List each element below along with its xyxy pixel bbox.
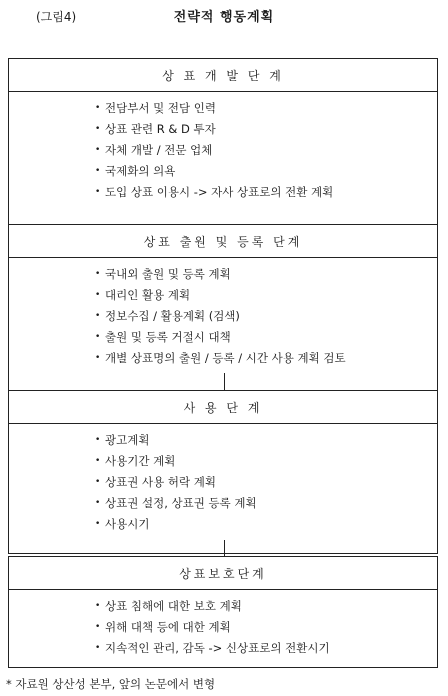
list-item: • 사용기간 계획 xyxy=(95,451,437,472)
list-item: • 정보수집 / 활용계획 (검색) xyxy=(95,306,437,327)
stage-protection xyxy=(8,556,438,668)
list-item: • 상표권 사용 허락 계획 xyxy=(95,472,437,493)
stage-items xyxy=(9,424,437,541)
stage-header: 상표보호단계 xyxy=(9,557,437,590)
list-item: • 국제화의 의욕 xyxy=(95,161,437,182)
list-item: • 대리인 활용 계획 xyxy=(95,285,437,306)
list-item: • 도입 상표 이용시 -> 자사 상표로의 전환 계획 xyxy=(95,182,437,203)
list-item: • 지속적인 관리, 감독 -> 신상표로의 전환시기 xyxy=(95,638,437,659)
diagram-title: 전략적 행동계획 xyxy=(173,10,275,25)
source-footnote: * 자료원 상산성 본부, 앞의 논문에서 변형 xyxy=(6,677,216,691)
stage-header: 상표 출원 및 등록 단계 xyxy=(9,225,437,258)
stage-items xyxy=(9,590,437,665)
stage-items xyxy=(9,92,437,209)
list-item: • 상표권 설정, 상표권 등록 계획 xyxy=(95,493,437,514)
list-item: • 광고계획 xyxy=(95,430,437,451)
list-item: • 사용시기 xyxy=(95,514,437,535)
list-item: • 국내외 출원 및 등록 계획 xyxy=(95,264,437,285)
figure-label: (그림4) xyxy=(36,10,77,24)
list-item: • 상표 관련 R & D 투자 xyxy=(95,119,437,140)
list-item: • 전담부서 및 전담 인력 xyxy=(95,98,437,119)
list-item: • 자체 개발 / 전문 업체 xyxy=(95,140,437,161)
stage-usage xyxy=(8,390,438,554)
connector-line xyxy=(224,373,225,391)
list-item: • 상표 침해에 대한 보호 계획 xyxy=(95,596,437,617)
list-item: • 개별 상표명의 출원 / 등록 / 시간 사용 계획 검토 xyxy=(95,348,437,369)
stage-development xyxy=(8,58,438,230)
list-item: • 위해 대책 등에 대한 계획 xyxy=(95,617,437,638)
stage-header: 상 표 개 발 단 계 xyxy=(9,59,437,92)
stage-header: 사 용 단 계 xyxy=(9,391,437,424)
stage-items xyxy=(9,258,437,375)
stage-application-registration xyxy=(8,224,438,394)
list-item: • 출원 및 등록 거절시 대책 xyxy=(95,327,437,348)
